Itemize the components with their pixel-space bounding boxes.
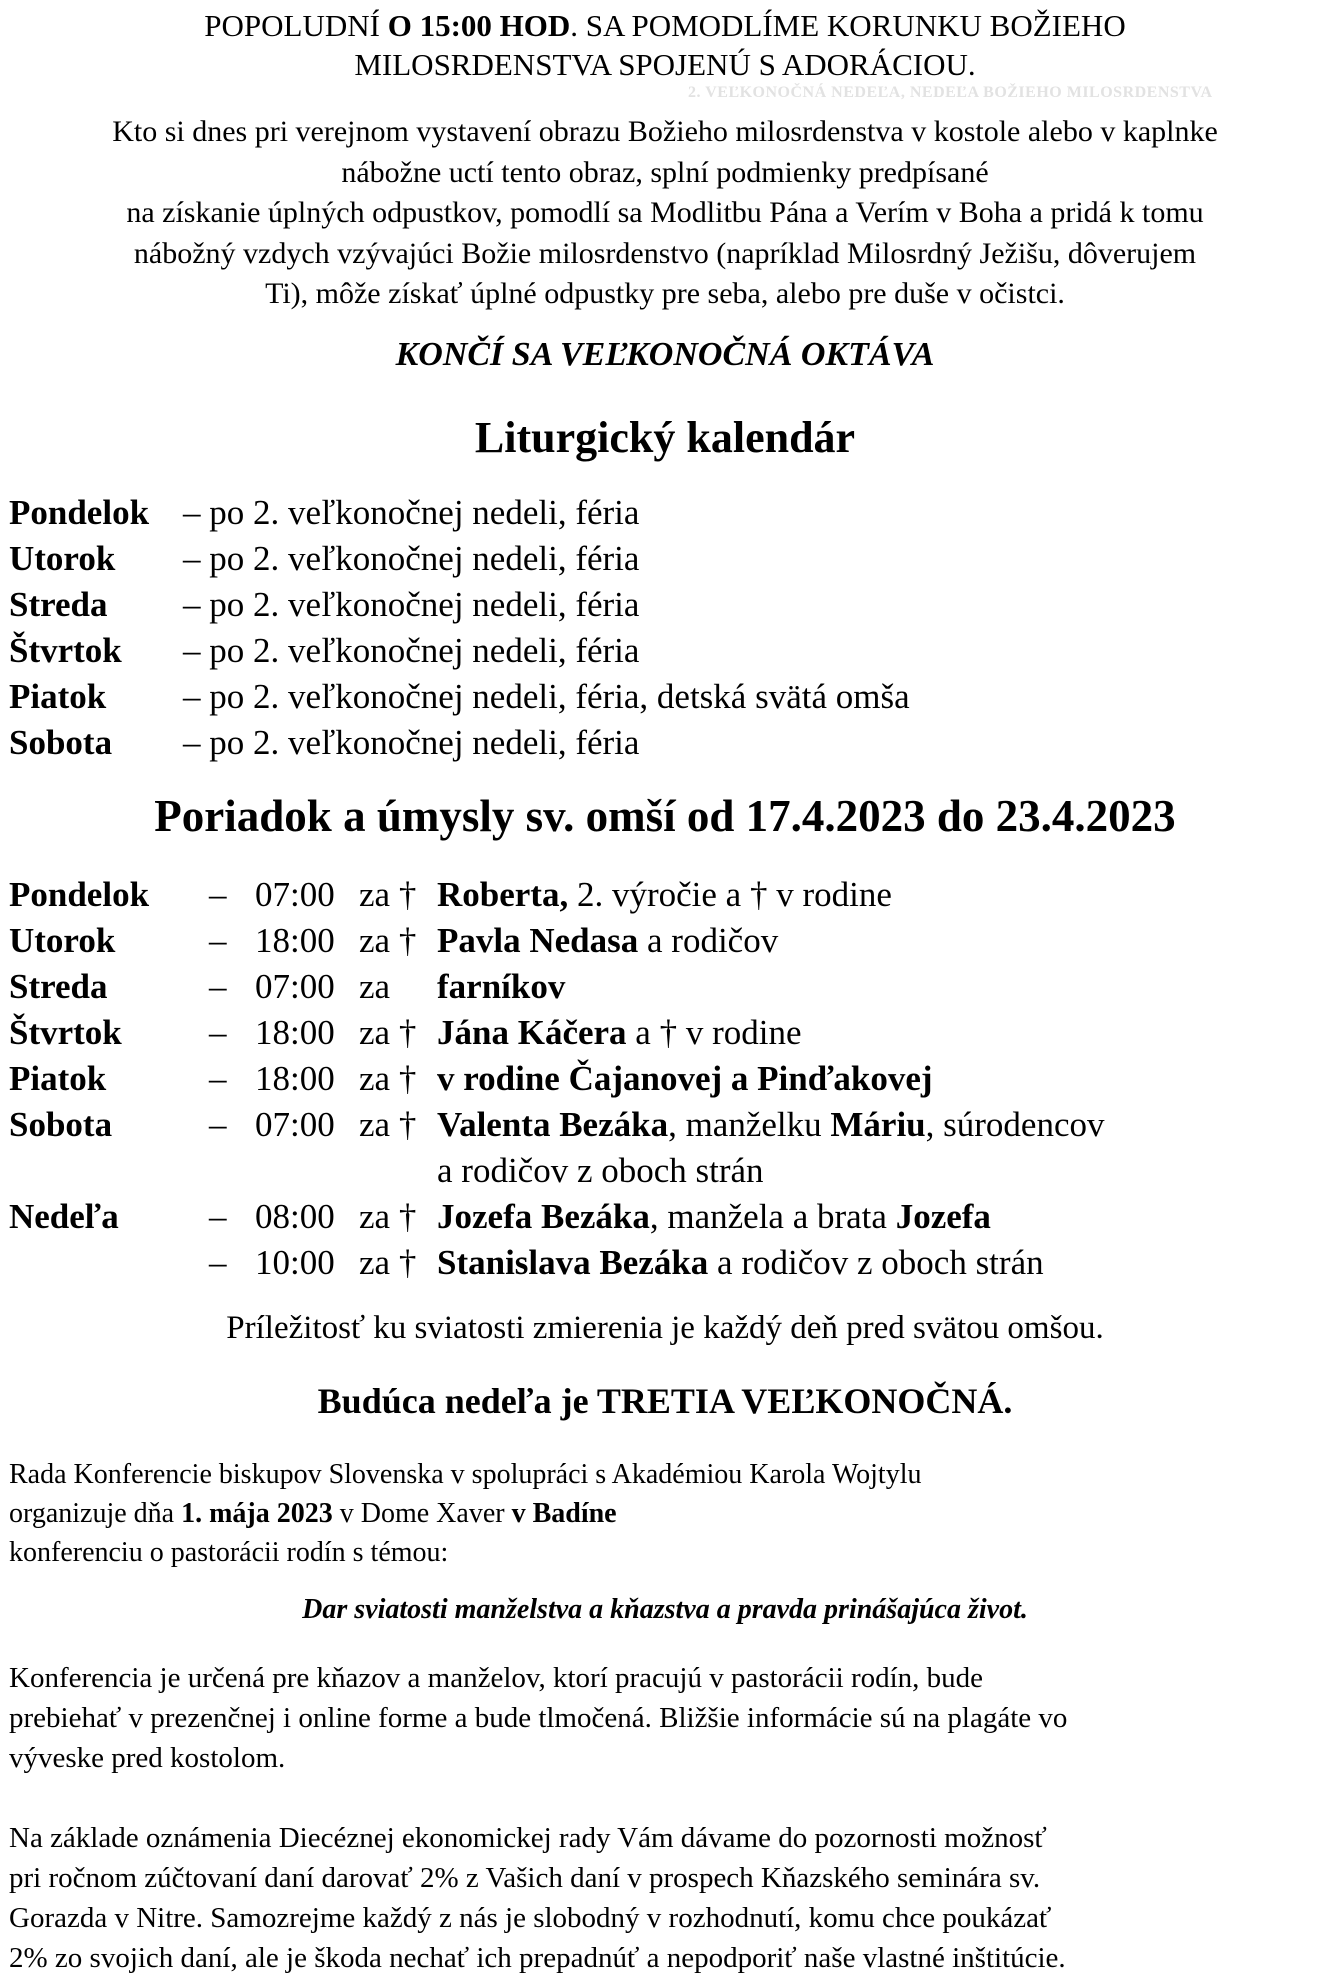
conference-line: Rada Konferencie biskupov Slovenska v spolupráci s Akadémiou Karola Wojtylu [9,1459,922,1490]
conference-line: konferenciu o pastorácii rodín s témou: [9,1537,449,1568]
mass-time: 18:00 [255,921,335,960]
indulgence-line: nábožne uctí tento obraz, splní podmienky predpísané [341,155,989,189]
tax-line: Na základe oznámenia Diecéznej ekonomickej rady Vám dávame do pozornosti možnosť [9,1822,1047,1854]
tax-line: pri ročnom zúčtovaní daní darovať 2% z Vašich daní v prospech Kňazského seminára sv. [9,1862,1041,1894]
mass-intention: Pavla Nedasa a rodičov [437,921,779,960]
mass-dash: – [209,921,227,960]
indulgence-line: na získanie úplných odpustkov, pomodlí sa Modlitbu Pána a Verím v Boha a pridá k tomu [126,196,1204,229]
calendar-desc: – po 2. veľkonočnej nedeli, féria [183,585,640,624]
calendar-day: Sobota [9,723,113,762]
mass-day: Piatok [9,1059,107,1098]
conference-date: 1. mája 2023 [181,1498,333,1529]
afternoon-prayer-announcement [0,6,1330,84]
conference-info-line: prebiehať v prezenčnej i online forme a bude tlmočená. Bližšie informácie sú na plagáte vo [9,1702,1068,1734]
calendar-day: Utorok [9,539,116,578]
mass-prefix: za † [359,875,417,914]
mass-dash: – [209,967,227,1006]
mass-prefix: za † [359,1013,417,1052]
calendar-desc: – po 2. veľkonočnej nedeli, féria, detská svätá omša [183,677,910,716]
calendar-day: Pondelok [9,493,150,532]
mass-day: Sobota [9,1105,113,1144]
calendar-desc: – po 2. veľkonočnej nedeli, féria [183,631,640,670]
tax-donation-paragraph [9,1818,1066,1978]
conference-info-line: Konferencia je určená pre kňazov a manželov, ktorí pracujú v pastorácii rodín, bude [9,1662,984,1694]
mass-dash: – [209,1059,227,1098]
mass-intention: Roberta, 2. výročie a † v rodine [437,875,892,914]
mass-day: Utorok [9,921,116,960]
indulgence-line: nábožný vzdych vzývajúci Božie milosrdenstvo (napríklad Milosrdný Ježišu, dôverujem [133,236,1197,270]
conference-line: organizuje dňa 1. mája 2023 v Dome Xaver v Badíne [9,1498,617,1529]
mass-time: 08:00 [255,1197,335,1236]
mass-intention: Jána Káčera a † v rodine [437,1013,802,1052]
calendar-day: Piatok [9,677,107,716]
mass-intention: Valenta Bezáka, manželku Máriu, súrodencov [437,1105,1105,1144]
confession-notice: Príležitosť ku sviatosti zmierenia je každý deň pred svätou omšou. [226,1310,1104,1346]
mass-dash: – [209,1013,227,1052]
mass-prefix: za † [359,921,417,960]
indulgence-line: Kto si dnes pri verejnom vystavení obrazu Božieho milosrdenstva v kostole alebo v kaplnke [112,115,1218,148]
conference-info-paragraph [9,1658,1067,1778]
mass-time: 07:00 [255,1105,335,1144]
conference-announcement [9,1455,922,1572]
prayer-time: O 15:00 HOD [387,8,571,43]
mass-time: 07:00 [255,967,335,1006]
indulgence-paragraph [0,112,1330,315]
mass-intention: v rodine Čajanovej a Pinďakovej [437,1059,933,1098]
intro-line-2: MILOSRDENSTVA SPOJENÚ S ADORÁCIOU. [354,47,976,82]
conference-info-line: vývesk​e pred kostolom. [9,1742,286,1774]
mass-time: 07:00 [255,875,335,914]
mass-intention: Jozefa Bezáka, manžela a brata Jozefa [437,1197,991,1236]
mass-day: Štvrtok [9,1013,122,1052]
mass-prefix: za [359,967,391,1006]
mass-day: Streda [9,967,108,1006]
calendar-desc: – po 2. veľkonočnej nedeli, féria [183,493,640,532]
mass-dash: – [209,1197,227,1236]
mass-intention: Stanislava Bezáka a rodičov z oboch strán [437,1243,1044,1282]
mass-dash: – [209,875,227,914]
mass-time: 18:00 [255,1013,335,1052]
mass-dash: – [209,1105,227,1144]
calendar-day: Streda [9,585,108,624]
mass-day: Nedeľa [9,1197,119,1236]
mass-intention: a rodičov z oboch strán [437,1151,764,1190]
next-sunday-notice: Budúca nedeľa je TRETIA VEĽKONOČNÁ. [317,1381,1013,1421]
conference-title: Dar sviatosti manželstva a kňazstva a pravda prinášajúca život. [302,1594,1028,1625]
tax-line: Gorazda v Nitre. Samozrejme každý z nás je slobodný v rozhodnutí, komu chce poukázať [9,1902,1052,1934]
indulgence-line: Ti), môže získať úplné odpustky pre seba, alebo pre duše v očistci. [265,277,1065,310]
tax-line: 2% zo svojich daní, ale je škoda nechať ich prepadnúť a nepodporiť naše vlastné inštitúcie. [9,1942,1066,1974]
mass-schedule-heading: Poriadok a úmysly sv. omší od 17.4.2023 do 23.4.2023 [154,791,1176,841]
watermark-text: 2. VEĽKONOČNÁ NEDEĽA, NEDEĽA BOŽIEHO MILOSRDENSTVA [688,84,1213,101]
calendar-desc: – po 2. veľkonočnej nedeli, féria [183,539,640,578]
liturgical-calendar-heading: Liturgický kalendár [474,413,856,462]
mass-prefix: za † [359,1197,417,1236]
mass-time: 10:00 [255,1243,335,1282]
conference-place: v Badíne [511,1498,617,1529]
mass-dash: – [209,1243,227,1282]
calendar-day: Štvrtok [9,631,122,670]
mass-prefix: za † [359,1243,417,1282]
mass-prefix: za † [359,1059,417,1098]
mass-prefix: za † [359,1105,417,1144]
mass-day: Pondelok [9,875,150,914]
mass-intention: farníkov [437,967,566,1006]
mass-time: 18:00 [255,1059,335,1098]
intro-line-1: POPOLUDNÍ O 15:00 HOD. SA POMODLÍME KORUNKU BOŽIEHO [204,8,1126,43]
calendar-desc: – po 2. veľkonočnej nedeli, féria [183,723,640,762]
octave-heading: KONČÍ SA VEĽKONOČNÁ OKTÁVA [395,336,935,373]
